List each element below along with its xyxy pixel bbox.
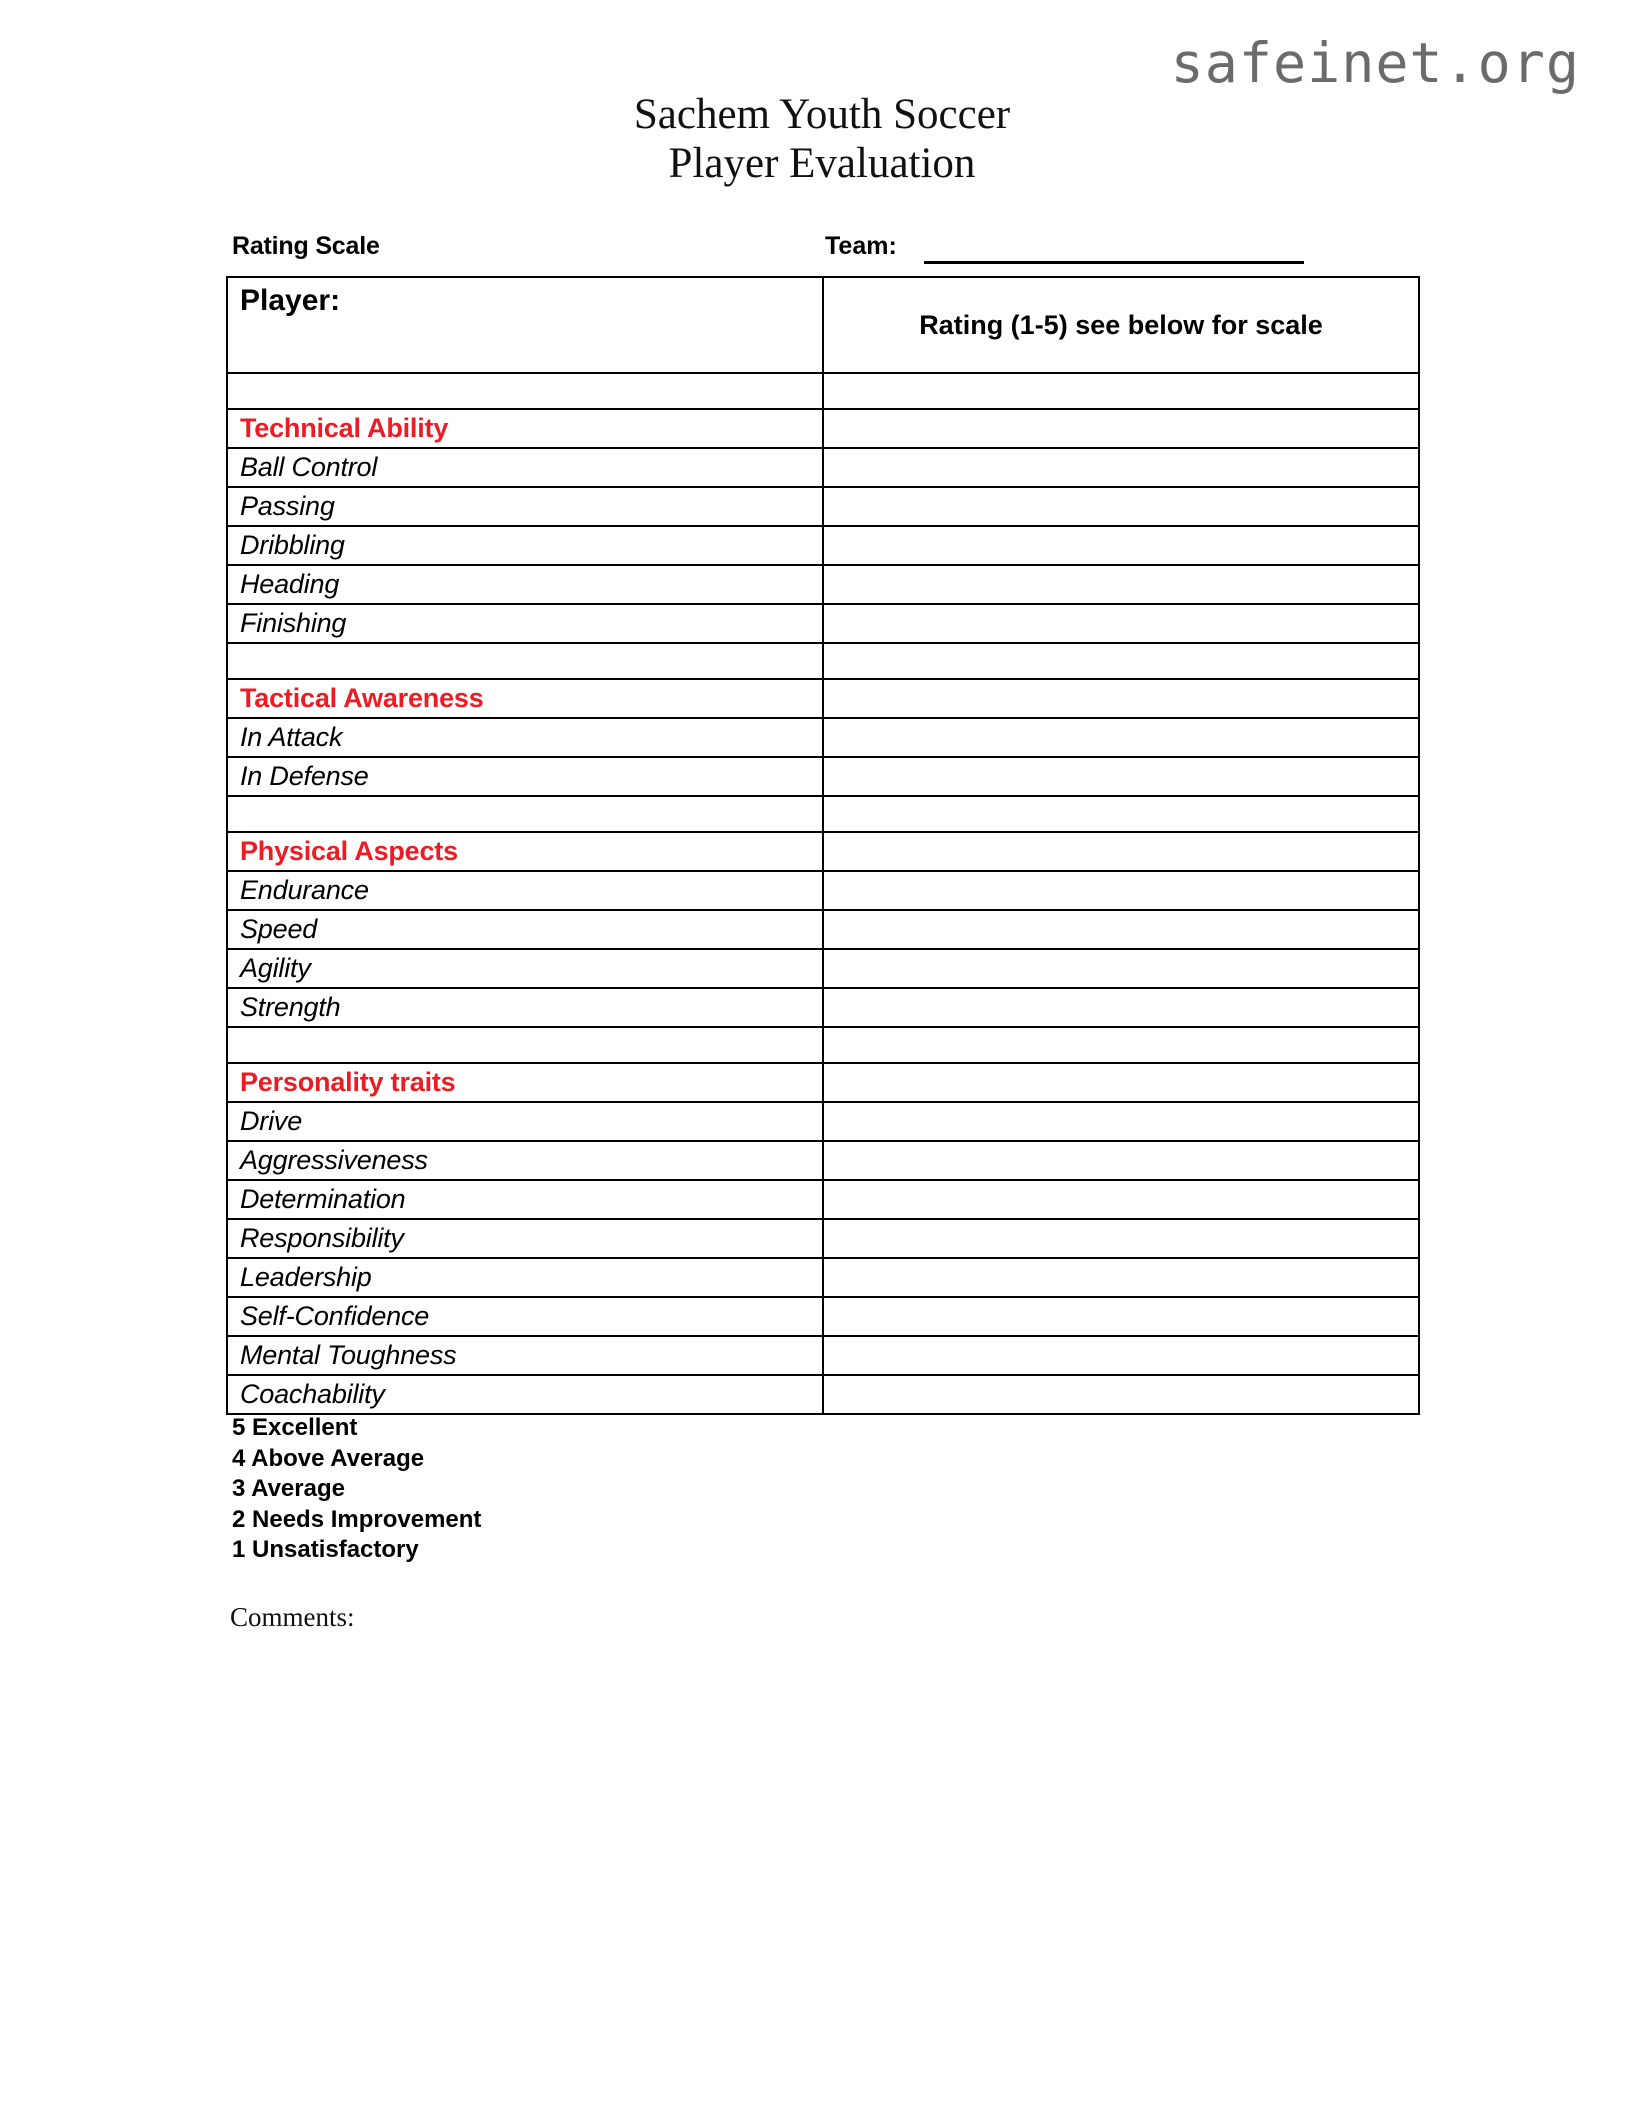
- table-row: [227, 1141, 1419, 1180]
- section-header-row: [227, 832, 1419, 871]
- table-row: [227, 565, 1419, 604]
- criterion-rating-input-cell[interactable]: [823, 1375, 1419, 1414]
- criterion-label: Finishing: [227, 604, 823, 643]
- criterion-rating-input-cell[interactable]: [823, 1219, 1419, 1258]
- criterion-rating-input-cell[interactable]: [823, 448, 1419, 487]
- criterion-rating-input-cell[interactable]: [823, 757, 1419, 796]
- section-title-3: Physical Aspects: [227, 832, 823, 871]
- table-row: [227, 910, 1419, 949]
- table-row: [227, 448, 1419, 487]
- table-spacer-row: [227, 373, 1419, 409]
- table-row: [227, 1180, 1419, 1219]
- legend-item-1: 5 Excellent: [232, 1414, 358, 1441]
- criterion-label: Speed: [227, 910, 823, 949]
- document-title: [0, 90, 1644, 189]
- table-row: [227, 604, 1419, 643]
- criterion-rating-input-cell[interactable]: [823, 565, 1419, 604]
- team-label: Team:: [825, 232, 897, 260]
- criterion-label: Leadership: [227, 1258, 823, 1297]
- rating-column-header: Rating (1-5) see below for scale: [823, 277, 1419, 373]
- criterion-rating-input-cell[interactable]: [823, 718, 1419, 757]
- criterion-label: Self-Confidence: [227, 1297, 823, 1336]
- criterion-rating-input-cell[interactable]: [823, 1258, 1419, 1297]
- criterion-rating-input-cell[interactable]: [823, 910, 1419, 949]
- table-row: [227, 1297, 1419, 1336]
- section-title-2: Tactical Awareness: [227, 679, 823, 718]
- title-line-1: Sachem Youth Soccer: [633, 91, 1011, 138]
- spacer-label-cell: [227, 373, 823, 409]
- table-row: [227, 949, 1419, 988]
- legend-item-2: 4 Above Average: [232, 1444, 425, 1472]
- criterion-rating-input-cell[interactable]: [823, 1180, 1419, 1219]
- legend-item-3: 3 Average: [232, 1475, 345, 1502]
- spacer-rating-cell: [823, 373, 1419, 409]
- criterion-label: Strength: [227, 988, 823, 1027]
- comments-label: Comments:: [230, 1602, 355, 1632]
- section-rating-cell[interactable]: [823, 409, 1419, 448]
- spacer-label-cell: [227, 796, 823, 832]
- section-rating-cell[interactable]: [823, 679, 1419, 718]
- section-title-1: Technical Ability: [227, 409, 823, 448]
- criterion-label: Agility: [227, 949, 823, 988]
- table-row: [227, 871, 1419, 910]
- spacer-rating-cell: [823, 796, 1419, 832]
- criterion-label: In Attack: [227, 718, 823, 757]
- criterion-label: Heading: [227, 565, 823, 604]
- criterion-label: Drive: [227, 1102, 823, 1141]
- player-evaluation-table: [226, 276, 1420, 1415]
- criterion-rating-input-cell[interactable]: [823, 1102, 1419, 1141]
- table-row: [227, 718, 1419, 757]
- criterion-label: Endurance: [227, 871, 823, 910]
- section-header-row: [227, 409, 1419, 448]
- legend-item-5: 1 Unsatisfactory: [232, 1536, 419, 1563]
- criterion-label: Coachability: [227, 1375, 823, 1414]
- subheader-row: [232, 232, 1412, 266]
- table-row: [227, 1102, 1419, 1141]
- legend-item-4: 2 Needs Improvement: [232, 1505, 482, 1533]
- criterion-label: Passing: [227, 487, 823, 526]
- table-row: [227, 487, 1419, 526]
- section-title-4: Personality traits: [227, 1063, 823, 1102]
- criterion-rating-input-cell[interactable]: [823, 487, 1419, 526]
- table-spacer-row: [227, 796, 1419, 832]
- criterion-label: Responsibility: [227, 1219, 823, 1258]
- section-header-row: [227, 1063, 1419, 1102]
- criterion-rating-input-cell[interactable]: [823, 949, 1419, 988]
- criterion-rating-input-cell[interactable]: [823, 526, 1419, 565]
- table-row: [227, 1375, 1419, 1414]
- criterion-rating-input-cell[interactable]: [823, 1141, 1419, 1180]
- rating-scale-legend: [232, 1413, 481, 1566]
- spacer-label-cell: [227, 1027, 823, 1063]
- criterion-rating-input-cell[interactable]: [823, 988, 1419, 1027]
- spacer-rating-cell: [823, 1027, 1419, 1063]
- criterion-label: Aggressiveness: [227, 1141, 823, 1180]
- section-rating-cell[interactable]: [823, 1063, 1419, 1102]
- criterion-rating-input-cell[interactable]: [823, 1297, 1419, 1336]
- table-row: [227, 1336, 1419, 1375]
- table-row: [227, 988, 1419, 1027]
- criterion-label: Dribbling: [227, 526, 823, 565]
- criterion-label: In Defense: [227, 757, 823, 796]
- table-row: [227, 1219, 1419, 1258]
- team-name-blank-line[interactable]: [924, 261, 1304, 264]
- table-row: [227, 526, 1419, 565]
- watermark-safeinet: safeinet.org: [1170, 31, 1580, 95]
- section-header-row: [227, 679, 1419, 718]
- spacer-rating-cell: [823, 643, 1419, 679]
- title-line-2: Player Evaluation: [668, 140, 976, 188]
- table-spacer-row: [227, 643, 1419, 679]
- criterion-rating-input-cell[interactable]: [823, 871, 1419, 910]
- table-spacer-row: [227, 1027, 1419, 1063]
- rating-scale-label: Rating Scale: [232, 232, 380, 260]
- criterion-label: Determination: [227, 1180, 823, 1219]
- player-name-header: Player:: [227, 277, 823, 373]
- criterion-label: Mental Toughness: [227, 1336, 823, 1375]
- table-row: [227, 757, 1419, 796]
- criterion-label: Ball Control: [227, 448, 823, 487]
- criterion-rating-input-cell[interactable]: [823, 1336, 1419, 1375]
- table-row: [227, 1258, 1419, 1297]
- criterion-rating-input-cell[interactable]: [823, 604, 1419, 643]
- spacer-label-cell: [227, 643, 823, 679]
- table-header-row: [227, 277, 1419, 373]
- section-rating-cell[interactable]: [823, 832, 1419, 871]
